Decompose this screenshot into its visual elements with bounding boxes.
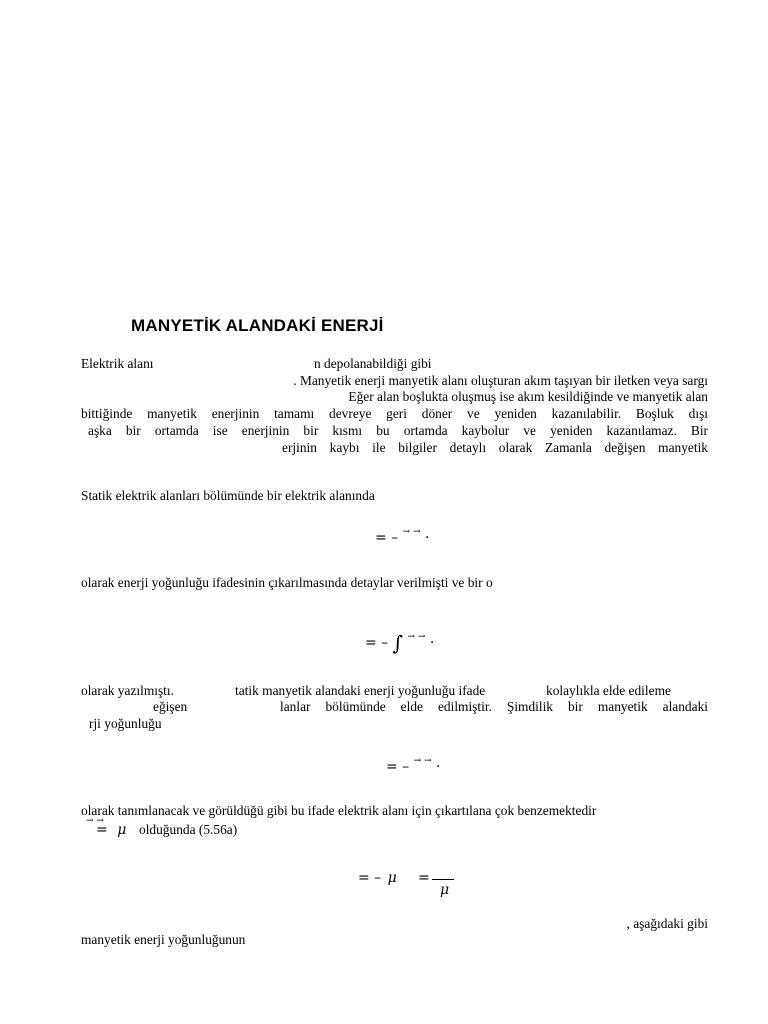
eq2-vector-arrows: → →: [407, 632, 426, 642]
para4-line1-c: kolaylıkla elde edileme: [546, 683, 671, 698]
equation-3: [386, 756, 441, 777]
eq3-dot: ·: [436, 759, 441, 775]
para5-vector-arrows: → →: [86, 816, 104, 826]
equation-4-part1: [358, 870, 397, 886]
eq3-vector-arrows: → →: [413, 756, 432, 766]
para1-line4: bittiğinde manyetik enerjinin tamamı devreye geri döner ve yeniden kazanılabilir. Boşluk dışı: [81, 406, 708, 421]
para4-line3: rji yoğunluğu: [89, 716, 162, 731]
eq4-fraction-bar: [432, 879, 454, 880]
para5-line1: olarak tanımlanacak ve görüldüğü gibi bu ifade elektrik alanı için çıkartılana çok benzemektedir: [81, 803, 597, 818]
para5-mu: μ: [117, 822, 127, 838]
eq4-mu2: μ: [440, 882, 450, 898]
eq1-lhs: = –: [375, 530, 399, 546]
para4-line2-a: eğişen: [153, 699, 188, 714]
eq2-lhs: = –: [365, 635, 389, 651]
para4-line1-b: tatik manyetik alandaki enerji yoğunluğu ifade: [235, 683, 486, 698]
para1-line1-end: n depolanabildiği gibi: [314, 356, 432, 371]
eq1-vector-arrows: → →: [402, 527, 421, 537]
section-title: MANYETİK ALANDAKİ ENERJİ: [131, 316, 384, 335]
eq4-lhs: = –: [358, 870, 382, 886]
para1-line3: Eğer alan boşlukta oluşmuş ise akım kesildiğinde ve manyetik alan: [348, 389, 708, 404]
para4-line1-a: olarak yazılmıştı.: [81, 683, 174, 698]
eq3-lhs: = –: [386, 759, 410, 775]
para6-line2: manyetik enerji yoğunluğunun: [81, 932, 246, 947]
equation-4-part2: =: [418, 870, 430, 886]
para6-line1: , aşağıdaki gibi: [626, 916, 708, 931]
eq4-mu1: μ: [387, 870, 397, 886]
para1-line2: . Manyetik enerji manyetik alanı oluşturan akım taşıyan bir iletken veya sargı: [293, 373, 708, 388]
para5-equals: =: [96, 822, 108, 838]
para5-line2-text: olduğunda (5.56a): [139, 822, 238, 837]
para2-line: Statik elektrik alanları bölümünde bir elektrik alanında: [81, 488, 375, 503]
para4-line2-b: lanlar bölümünde elde edilmiştir. Şimdilik bir manyetik alandaki: [280, 699, 708, 714]
eq1-dot: ·: [425, 530, 430, 546]
para3-line: olarak enerji yoğunluğu ifadesinin çıkarılmasında detaylar verilmişti ve bir o: [81, 575, 493, 590]
equation-1: [375, 527, 430, 548]
eq2-dot: ·: [429, 635, 435, 651]
para1-line1-start: Elektrik alanı: [81, 356, 154, 371]
para1-line5: aşka bir ortamda ise enerjinin bir kısmı bu ortamda kaybolur ve yeniden kazanılamaz. Bir: [88, 423, 708, 438]
para5-inline-eq-main: [96, 822, 126, 838]
equation-2: [365, 632, 434, 653]
para1-line6: erjinin kaybı ile bilgiler detaylı olarak Zamanla değişen manyetik: [282, 440, 708, 455]
eq2-integral: ∫: [392, 631, 404, 655]
